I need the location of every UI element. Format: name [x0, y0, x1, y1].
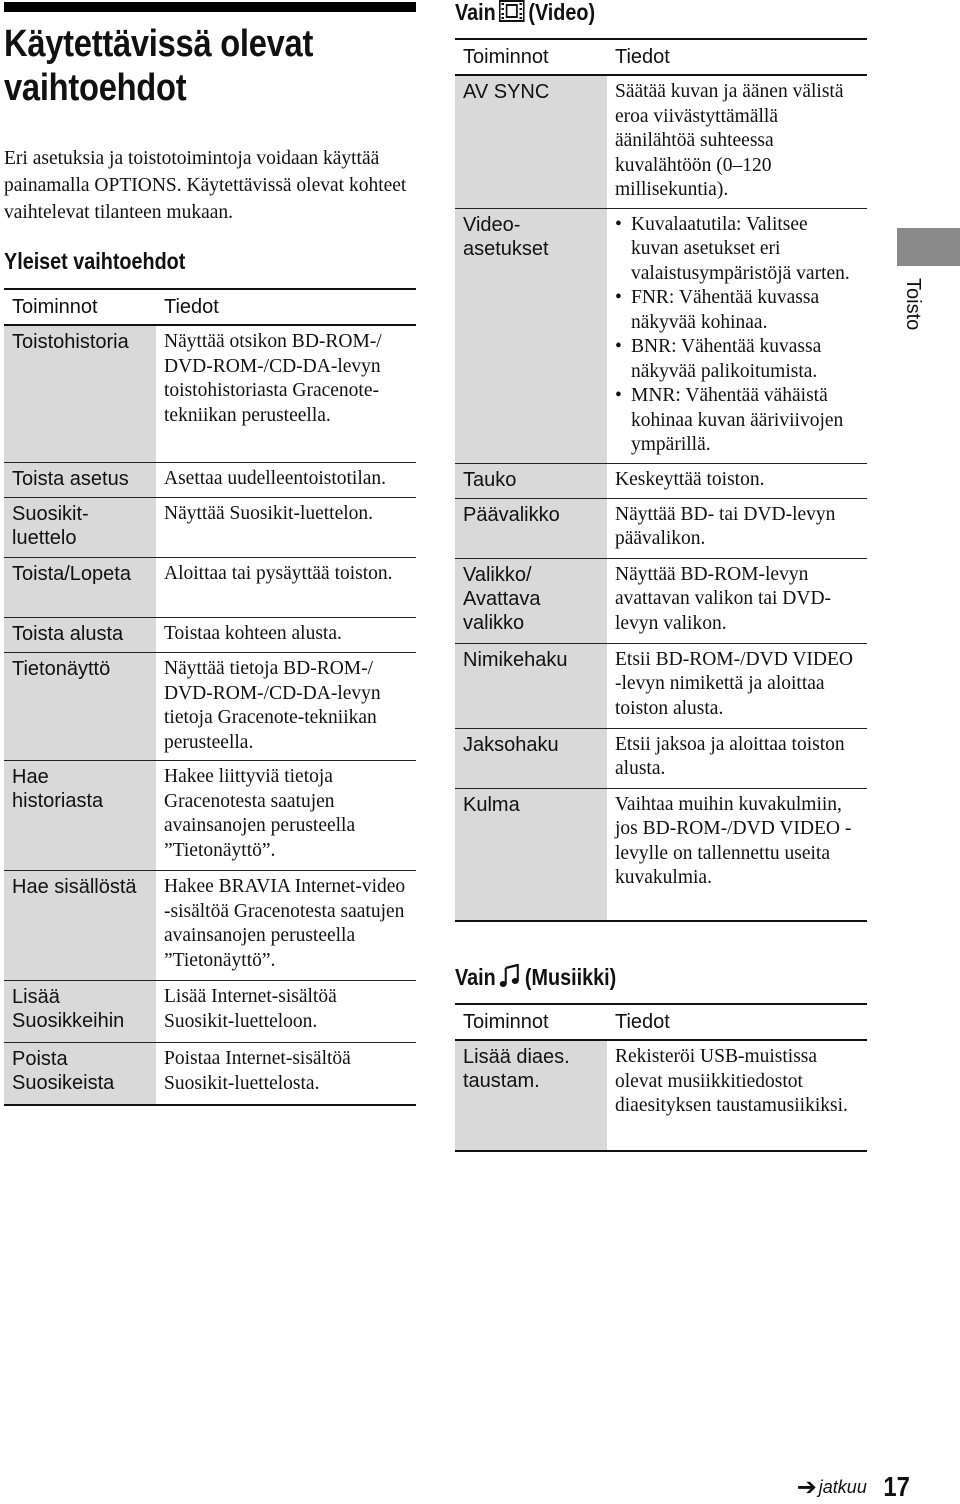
table-row — [4, 761, 416, 871]
table-row — [4, 653, 416, 761]
table-row — [4, 325, 416, 463]
section-tab-marker — [897, 228, 960, 266]
option-name: Toista asetus — [4, 463, 156, 498]
table-header-row — [455, 1004, 867, 1040]
table-header-row — [4, 289, 416, 325]
option-description: Vaihtaa muihin kuvakulmiin, jos BD-ROM-/DVD VIDEO -levylle on tallennettu useita kuvakulmia. — [607, 788, 867, 921]
option-name: Nimikehaku — [455, 643, 607, 728]
general-options-heading: Yleiset vaihtoehdot — [4, 248, 186, 274]
table-row — [4, 498, 416, 558]
list-item: • MNR: Vähentää vähäistä kohinaa kuvan ääriviivojen ympärillä. — [615, 384, 859, 458]
music-note-icon — [499, 964, 521, 994]
table-row — [4, 558, 416, 618]
table-header-row — [455, 39, 867, 75]
option-description: Etsii jaksoa ja aloittaa toiston alusta. — [607, 728, 867, 788]
video-settings-list — [615, 213, 859, 458]
page-footer — [797, 1470, 912, 1504]
option-name: Lisää Suosikkeihin — [4, 981, 156, 1043]
option-name: Poista Suosikeista — [4, 1043, 156, 1106]
table-row — [4, 618, 416, 653]
video-only-heading — [455, 0, 595, 28]
option-name: Suosikit- luettelo — [4, 498, 156, 558]
option-description: Säätää kuvan ja äänen välistä eroa viivästyttämällä äänilähtöä suhteessa kuvalähtöön (0–120 millisekuntia). — [607, 75, 867, 208]
column-header-actions: Toiminnot — [455, 39, 607, 75]
option-name: Tauko — [455, 463, 607, 498]
option-description: Poistaa Internet-sisältöä Suosikit-luettelosta. — [156, 1043, 416, 1106]
option-name: Valikko/ Avattava valikko — [455, 558, 607, 643]
option-name: Lisää diaes. taustam. — [455, 1040, 607, 1151]
option-description: Aloittaa tai pysäyttää toiston. — [156, 558, 416, 618]
option-description: Hakee liittyviä tietoja Gracenotesta saatujen avainsanojen perusteella ”Tietonäyttö”. — [156, 761, 416, 871]
option-description: Näyttää otsikon BD-ROM-/ DVD-ROM-/CD-DA-levyn toistohistoriasta Gracenote-tekniikan perusteella. — [156, 325, 416, 463]
option-description: Hakee BRAVIA Internet-video -sisältöä Gracenotesta saatujen avainsanojen perusteella ”Tietonäyttö”. — [156, 871, 416, 981]
video-options-table — [455, 38, 867, 922]
option-description — [607, 208, 867, 463]
option-name: AV SYNC — [455, 75, 607, 208]
music-options-table — [455, 1003, 867, 1152]
list-item: • BNR: Vähentää kuvassa näkyvää palikoitumista. — [615, 335, 859, 384]
option-description: Lisää Internet-sisältöä Suosikit-luetteloon. — [156, 981, 416, 1043]
option-name: Päävalikko — [455, 498, 607, 558]
table-row — [455, 498, 867, 558]
option-name: Video- asetukset — [455, 208, 607, 463]
table-row — [455, 1040, 867, 1151]
page-title: Käytettävissä olevat vaihtoehdot — [4, 23, 314, 109]
heading-prefix: Vain — [455, 0, 496, 25]
option-name: Toistohistoria — [4, 325, 156, 463]
option-description: Näyttää BD-ROM-levyn avattavan valikon tai DVD-levyn valikon. — [607, 558, 867, 643]
continue-arrow-icon: ➔ — [796, 1473, 817, 1501]
option-description: Näyttää tietoja BD-ROM-/ DVD-ROM-/CD-DA-levyn tietoja Gracenote-tekniikan perusteella. — [156, 653, 416, 761]
option-description: Etsii BD-ROM-/DVD VIDEO -levyn nimikettä ja aloittaa toiston alusta. — [607, 643, 867, 728]
column-header-info: Tiedot — [607, 39, 867, 75]
column-header-actions: Toiminnot — [455, 1004, 607, 1040]
table-row — [455, 208, 867, 463]
column-header-actions: Toiminnot — [4, 289, 156, 325]
table-row — [4, 463, 416, 498]
column-header-info: Tiedot — [607, 1004, 867, 1040]
option-name: Jaksohaku — [455, 728, 607, 788]
table-row — [455, 75, 867, 208]
table-row — [455, 463, 867, 498]
option-name: Kulma — [455, 788, 607, 921]
option-description: Toistaa kohteen alusta. — [156, 618, 416, 653]
film-icon — [499, 0, 525, 28]
table-row — [4, 1043, 416, 1106]
heading-suffix: (Musiikki) — [524, 964, 617, 990]
option-description: Asettaa uudelleentoistotilan. — [156, 463, 416, 498]
table-row — [455, 643, 867, 728]
option-name: Tietonäyttö — [4, 653, 156, 761]
list-item: • Kuvalaatutila: Valitsee kuvan asetukset eri valaistusympäristöjä varten. — [615, 213, 859, 287]
page-number: 17 — [883, 1471, 910, 1502]
general-options-table — [4, 288, 416, 1106]
option-description: Keskeyttää toiston. — [607, 463, 867, 498]
intro-paragraph: Eri asetuksia ja toistotoimintoja voidaan käyttää painamalla OPTIONS. Käytettävissä olevat kohteet vaihtelevat tilanteen mukaan. — [4, 148, 407, 223]
table-row — [4, 871, 416, 981]
option-name: Hae historiasta — [4, 761, 156, 871]
option-name: Hae sisällöstä — [4, 871, 156, 981]
option-name: Toista/Lopeta — [4, 558, 156, 618]
option-description: Näyttää Suosikit-luettelon. — [156, 498, 416, 558]
option-name: Toista alusta — [4, 618, 156, 653]
table-row — [4, 981, 416, 1043]
continue-label: jatkuu — [818, 1476, 867, 1497]
option-description: Rekisteröi USB-muistissa olevat musiikkitiedostot diaesityksen taustamusiikiksi. — [607, 1040, 867, 1151]
heading-prefix: Vain — [455, 964, 496, 990]
option-description: Näyttää BD- tai DVD-levyn päävalikon. — [607, 498, 867, 558]
section-tab-label: Toisto — [902, 278, 924, 331]
table-row — [455, 788, 867, 921]
list-item: • FNR: Vähentää kuvassa näkyvää kohinaa. — [615, 286, 859, 335]
table-row — [455, 728, 867, 788]
title-rule — [4, 2, 416, 12]
music-only-heading — [455, 963, 616, 994]
heading-suffix: (Video) — [528, 0, 596, 25]
column-header-info: Tiedot — [156, 289, 416, 325]
table-row — [455, 558, 867, 643]
